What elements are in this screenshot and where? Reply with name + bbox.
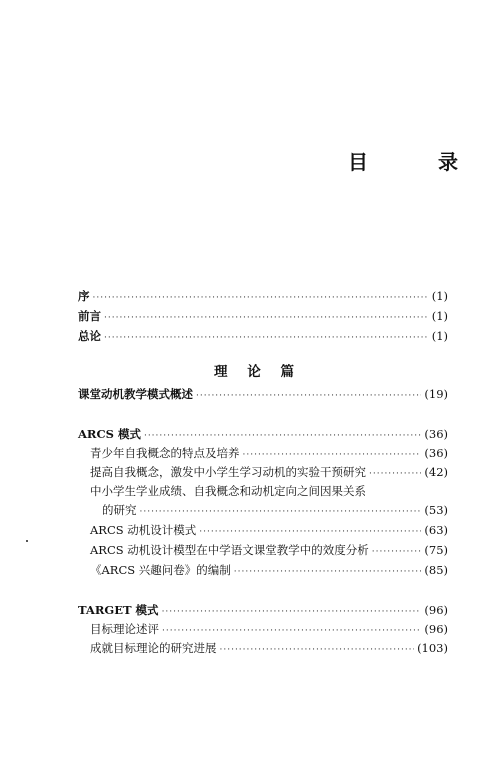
- toc-entry-label: ARCS 动机设计模型在中学语文课堂教学中的效度分析: [90, 543, 369, 557]
- toc-entry-page: (103): [417, 641, 448, 655]
- dot-leader: [104, 310, 429, 326]
- toc-entry-page: (96): [424, 622, 448, 636]
- toc-entry-page: (53): [424, 503, 448, 517]
- dot-leader: [196, 388, 421, 404]
- toc-entry-article[interactable]: [90, 522, 448, 540]
- toc-entry-page: (1): [431, 289, 448, 303]
- toc-entry-label: 提高自我概念，激发中小学生学习动机的实验干预研究: [90, 465, 366, 479]
- toc-entry-label: ARCS 动机设计模式: [90, 523, 197, 537]
- toc-entry-label: TARGET 模式: [78, 603, 159, 617]
- dot-leader: [140, 504, 422, 520]
- toc-entry-article[interactable]: [90, 562, 448, 580]
- toc-entry-page: (63): [424, 523, 448, 537]
- toc-entry-label: 序: [78, 289, 90, 303]
- dot-leader: [104, 330, 429, 346]
- scan-speck: [26, 540, 28, 542]
- toc-entry-label: 的研究: [102, 503, 137, 517]
- dot-leader: [162, 623, 421, 639]
- title-char-2: 录: [438, 150, 458, 174]
- dot-leader: [243, 447, 422, 463]
- dot-leader: [372, 544, 422, 560]
- toc-entry-label: 《ARCS 兴趣问卷》的编制: [90, 563, 231, 577]
- toc-entry-chapter[interactable]: [78, 426, 448, 444]
- toc-entry-preface[interactable]: [78, 288, 448, 306]
- title-char-1: 目: [348, 150, 368, 174]
- dot-leader: [234, 564, 422, 580]
- toc-entry-page: (75): [424, 543, 448, 557]
- toc-entry-page: (96): [424, 603, 448, 617]
- toc-entry-page: (36): [424, 446, 448, 460]
- dot-leader: [369, 466, 421, 482]
- dot-leader: [220, 642, 415, 658]
- toc-entry-article-continuation[interactable]: [102, 502, 448, 520]
- toc-entry-general-introduction[interactable]: [78, 328, 448, 346]
- page-title: [348, 146, 458, 175]
- dot-leader: [199, 524, 421, 540]
- toc-entry-article[interactable]: [90, 445, 448, 463]
- section-heading: [214, 360, 294, 380]
- toc-entry-label: 总论: [78, 329, 101, 343]
- toc-entry-label: 课堂动机教学模式概述: [78, 387, 193, 401]
- section-heading-char: 理: [214, 364, 228, 380]
- toc-entry-label: 成就目标理论的研究进展: [90, 641, 217, 655]
- toc-entry-page: (1): [431, 329, 448, 343]
- toc-entry-page: (1): [431, 309, 448, 323]
- dot-leader: [93, 290, 429, 306]
- section-heading-char: 论: [247, 364, 261, 380]
- toc-entry-label: ARCS 模式: [78, 427, 141, 441]
- dot-leader: [144, 428, 421, 444]
- toc-entry-page: (85): [424, 563, 448, 577]
- toc-entry-label: 前言: [78, 309, 101, 323]
- toc-entry-article[interactable]: [90, 621, 448, 639]
- toc-entry-page: (19): [424, 387, 448, 401]
- toc-entry-label: 目标理论述评: [90, 622, 159, 636]
- dot-leader: [162, 604, 422, 620]
- toc-entry-chapter[interactable]: [78, 602, 448, 620]
- toc-entry-article[interactable]: [90, 640, 448, 658]
- section-heading-char: 篇: [280, 364, 294, 380]
- toc-entry-label: 中小学生学业成绩、自我概念和动机定向之间因果关系: [90, 484, 366, 498]
- toc-entry-article[interactable]: [90, 464, 448, 482]
- toc-entry-foreword[interactable]: [78, 308, 448, 326]
- toc-entry-article[interactable]: [90, 542, 448, 560]
- toc-entry-label: 青少年自我概念的特点及培养: [90, 446, 240, 460]
- toc-entry-page: (42): [424, 465, 448, 479]
- toc-entry-article-title-line[interactable]: [90, 483, 448, 499]
- toc-entry-page: (36): [424, 427, 448, 441]
- toc-entry-chapter[interactable]: [78, 386, 448, 404]
